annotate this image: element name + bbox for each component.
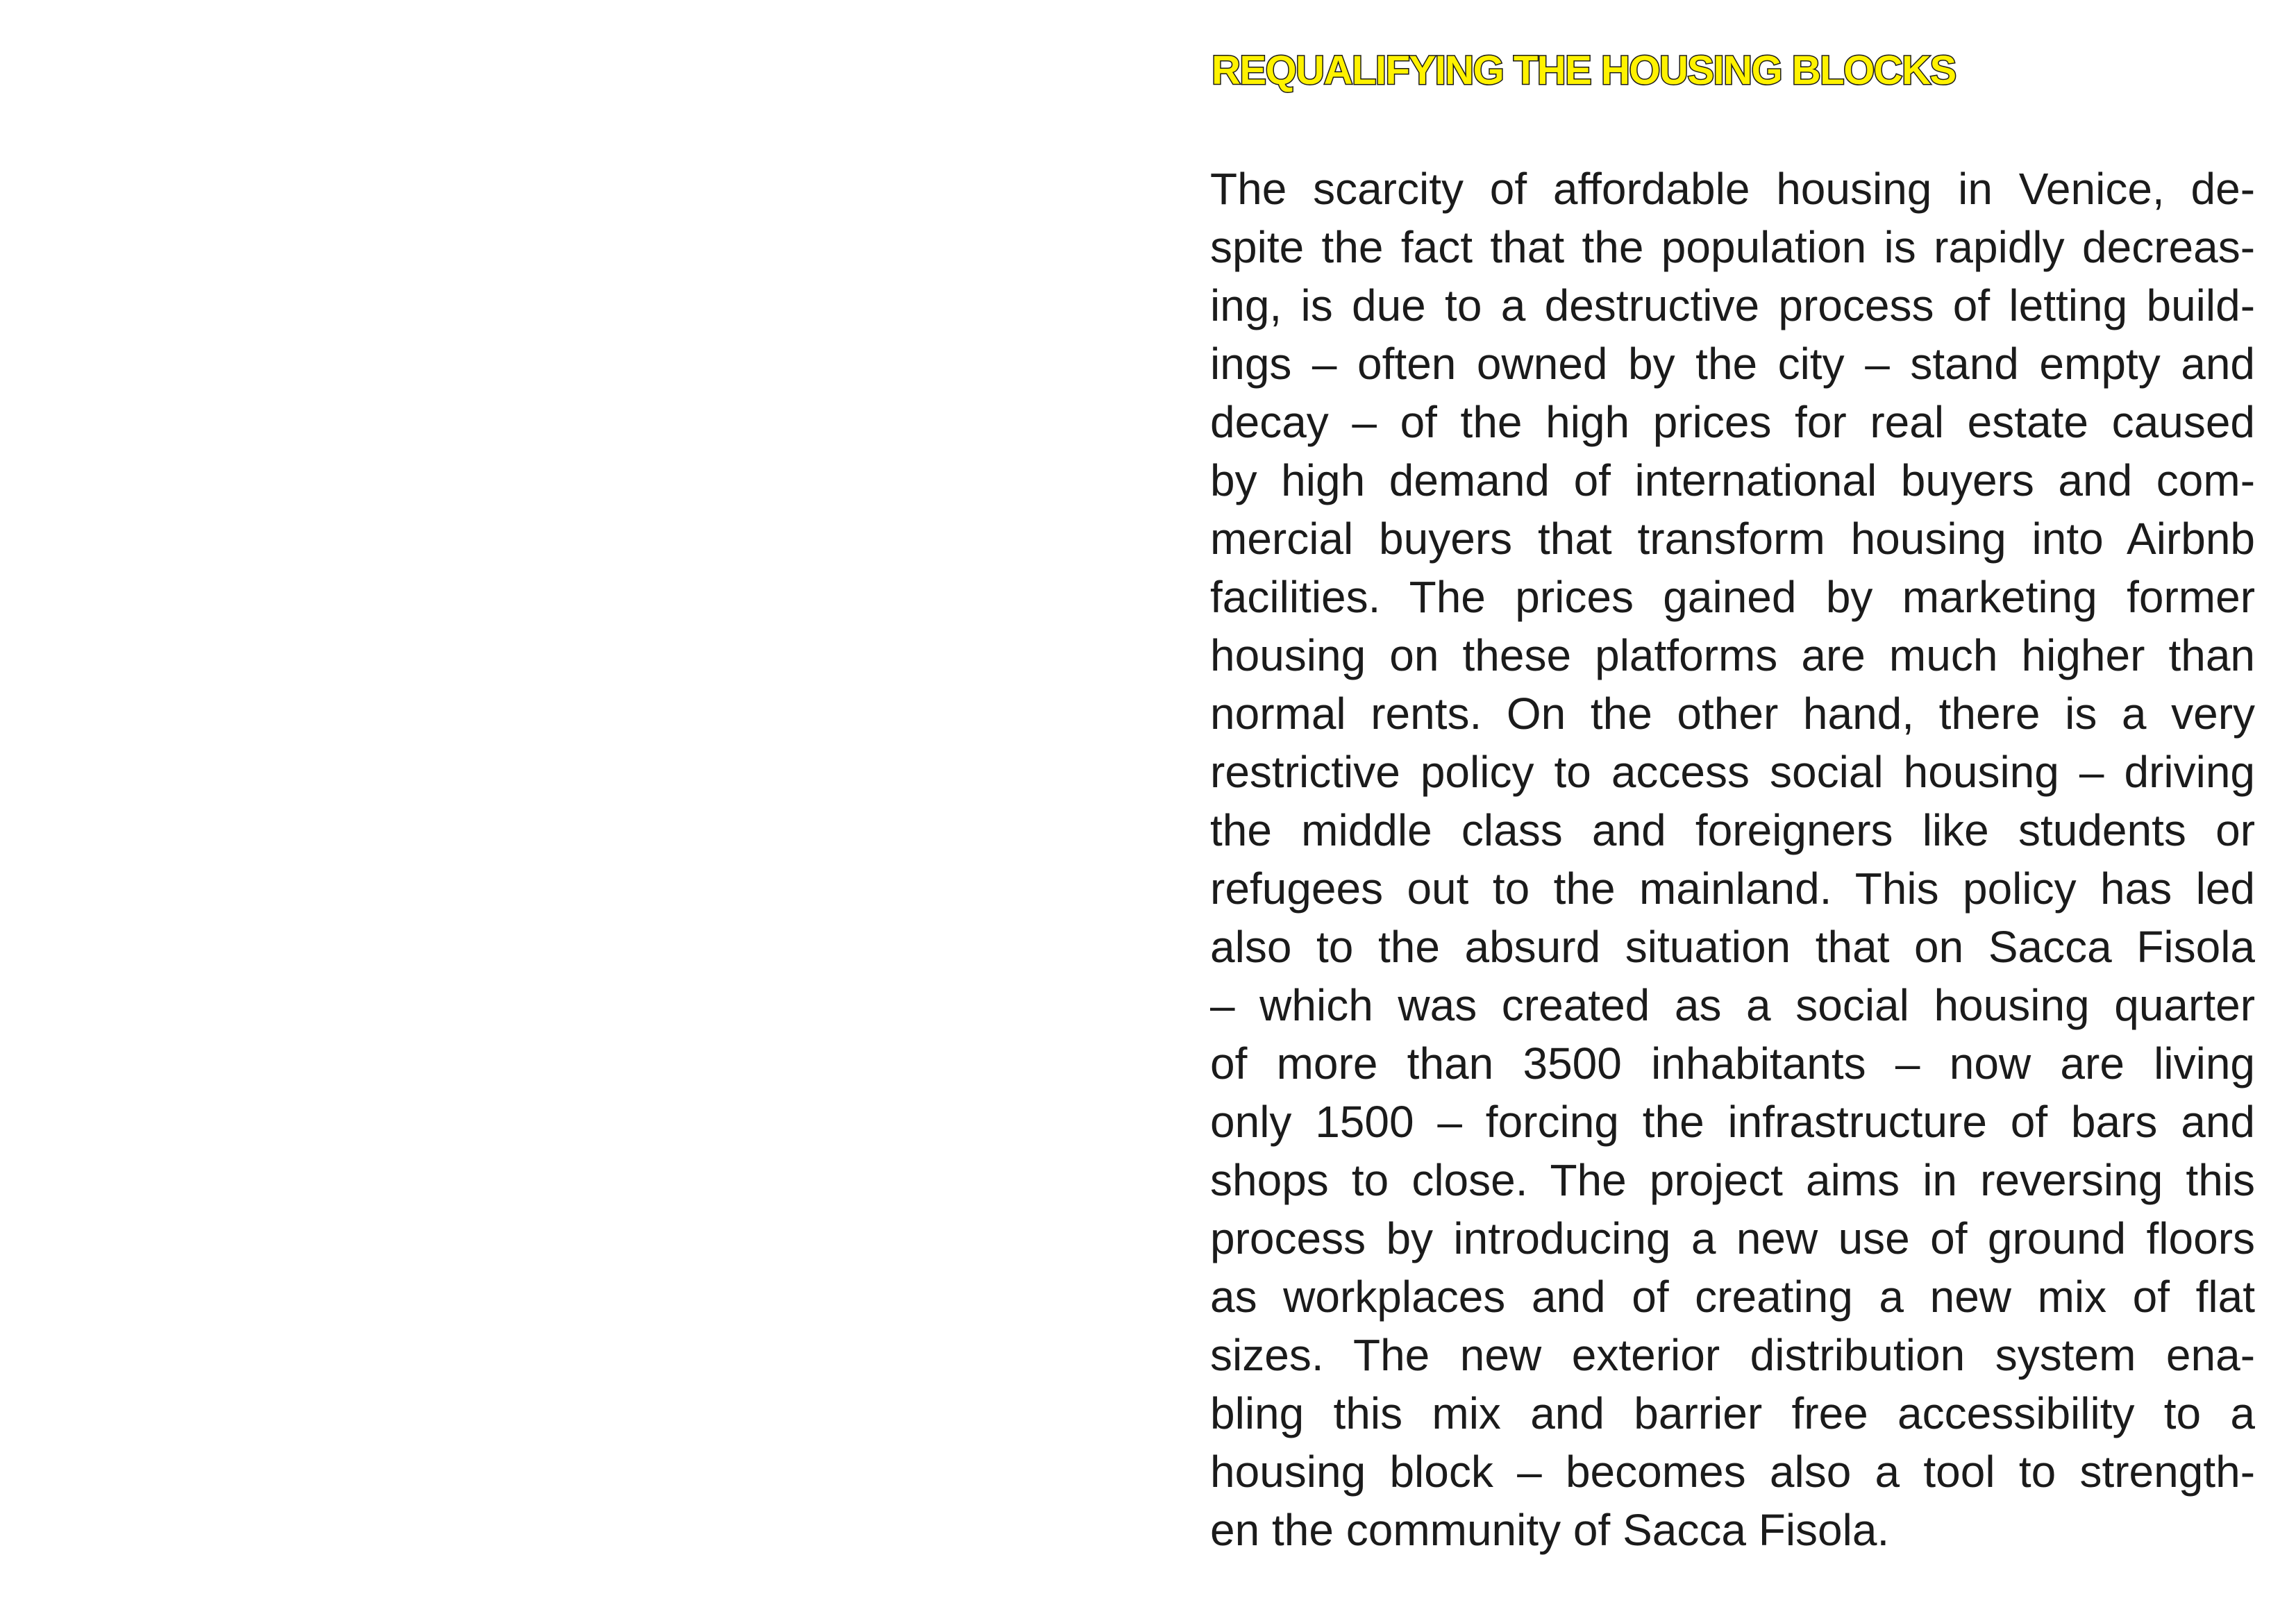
- body-line: by high demand of international buyers and com-: [1210, 455, 2255, 505]
- body-line: process by introducing a new use of ground floors: [1210, 1213, 2255, 1263]
- body-line: housing block – becomes also a tool to strength-: [1210, 1447, 2255, 1497]
- section-heading: REQUALIFYING THE HOUSING BLOCKS: [1212, 48, 1956, 93]
- body-line: facilities. The prices gained by marketing former: [1210, 572, 2255, 622]
- body-line: bling this mix and barrier free accessibility to a: [1210, 1388, 2255, 1438]
- body-line: housing on these platforms are much higher than: [1210, 630, 2255, 680]
- body-line: restrictive policy to access social housing – driving: [1210, 747, 2255, 797]
- body-line: sizes. The new exterior distribution system ena-: [1210, 1330, 2255, 1380]
- body-line: The scarcity of affordable housing in Venice, de-: [1210, 164, 2255, 214]
- body-line: ing, is due to a destructive process of letting build-: [1210, 280, 2255, 330]
- body-line: of more than 3500 inhabitants – now are living: [1210, 1038, 2255, 1088]
- body-line: refugees out to the mainland. This policy has led: [1210, 864, 2255, 914]
- body-line: only 1500 – forcing the infrastructure of bars and: [1210, 1097, 2255, 1147]
- body-line: spite the fact that the population is rapidly decreas-: [1210, 222, 2255, 272]
- body-line: also to the absurd situation that on Sacca Fisola: [1210, 922, 2255, 972]
- body-line: normal rents. On the other hand, there is a very: [1210, 689, 2255, 739]
- body-line: as workplaces and of creating a new mix of flat: [1210, 1272, 2255, 1322]
- body-line: shops to close. The project aims in reversing this: [1210, 1155, 2255, 1205]
- body-line: – which was created as a social housing quarter: [1210, 980, 2255, 1030]
- body-line: en the community of Sacca Fisola.: [1210, 1505, 1890, 1555]
- body-line: mercial buyers that transform housing into Airbnb: [1210, 514, 2255, 564]
- body-line: decay – of the high prices for real estate caused: [1210, 397, 2255, 447]
- body-line: ings – often owned by the city – stand empty and: [1210, 339, 2255, 389]
- body-paragraph: [1210, 160, 2255, 1559]
- body-line: the middle class and foreigners like students or: [1210, 805, 2255, 855]
- right-page: [1148, 0, 2296, 1623]
